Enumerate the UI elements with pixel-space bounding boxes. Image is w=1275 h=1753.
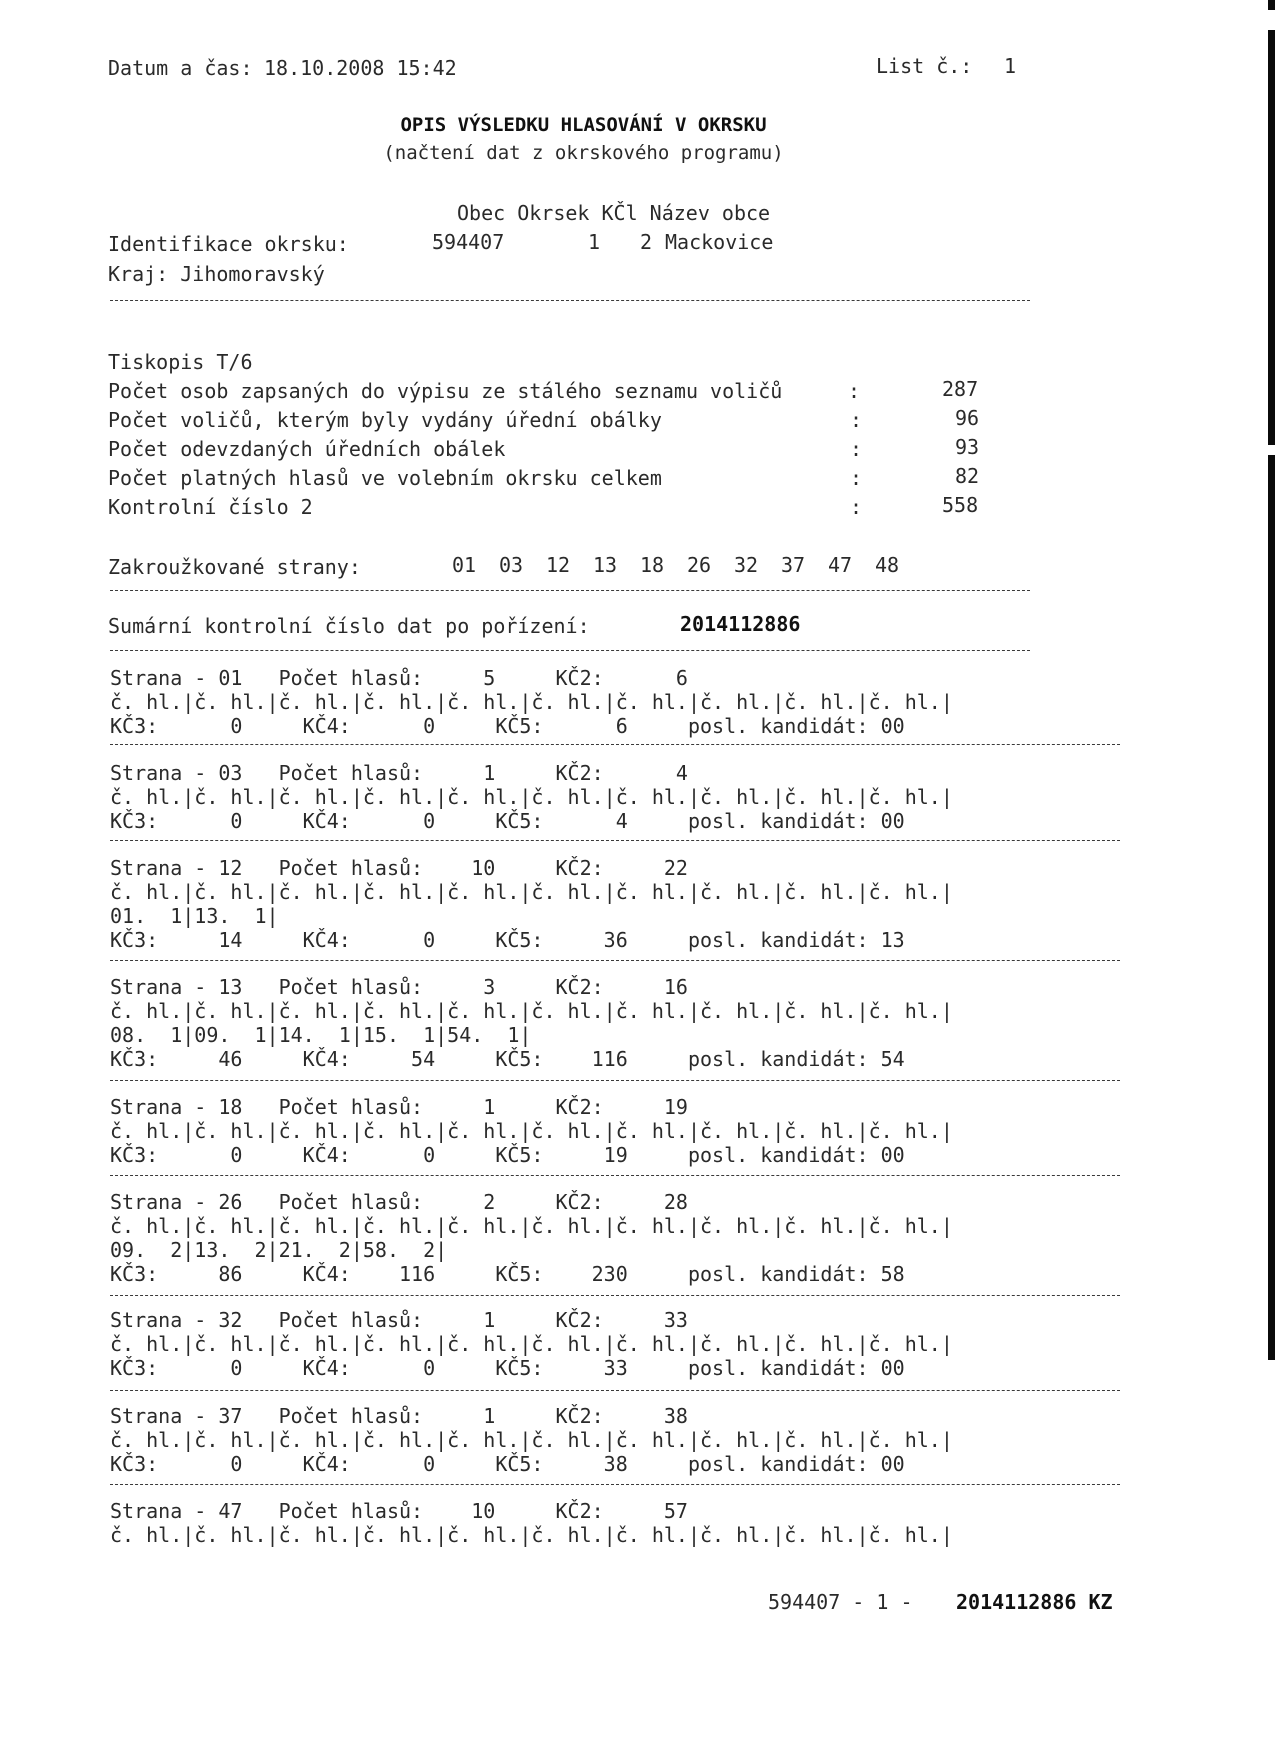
party-votes: 01. 1|13. 1| [110, 904, 279, 928]
party-header: Strana - 12 Počet hlasů: 10 KČ2: 22 [110, 856, 688, 880]
form-row-colon: : [850, 408, 863, 432]
party-block [110, 1501, 1120, 1551]
circled-party: 01 [452, 553, 477, 577]
party-checksums: KČ3: 0 KČ4: 0 KČ5: 38 posl. kandidát: 00 [110, 1452, 905, 1476]
municipality-name: Mackovice [665, 230, 774, 254]
footer-text: 594407 - 1 - [768, 1590, 913, 1614]
party-header: Strana - 13 Počet hlasů: 3 KČ2: 16 [110, 975, 688, 999]
sheet-number: 1 [1004, 54, 1017, 78]
party-columns: č. hl.|č. hl.|č. hl.|č. hl.|č. hl.|č. hl.|č. hl.|č. hl.|č. hl.|č. hl.| [110, 1119, 953, 1143]
party-columns: č. hl.|č. hl.|č. hl.|č. hl.|č. hl.|č. hl.|č. hl.|č. hl.|č. hl.|č. hl.| [110, 880, 953, 904]
okrsek-number: 1 [588, 230, 601, 254]
circled-parties-label: Zakroužkované strany: [108, 555, 361, 579]
party-checksums: KČ3: 0 KČ4: 0 KČ5: 33 posl. kandidát: 00 [110, 1356, 905, 1380]
scan-edge-mark [1268, 0, 1275, 10]
party-block [110, 977, 1120, 1095]
party-block [110, 668, 1120, 762]
circled-party: 03 [499, 553, 524, 577]
summary-label: Sumární kontrolní číslo dat po pořízení: [108, 614, 590, 638]
kcl-number: 2 [640, 230, 653, 254]
footer-code: 2014112886 KZ [956, 1590, 1113, 1614]
form-row-value: 93 [955, 435, 980, 459]
separator [110, 960, 1120, 961]
party-header: Strana - 01 Počet hlasů: 5 KČ2: 6 [110, 666, 688, 690]
separator [110, 1484, 1120, 1485]
separator [110, 840, 1120, 841]
form-row-value: 96 [955, 406, 980, 430]
party-checksums: KČ3: 0 KČ4: 0 KČ5: 19 posl. kandidát: 00 [110, 1143, 905, 1167]
party-block [110, 1406, 1120, 1500]
form-row-label: Počet osob zapsaných do výpisu ze stálého seznamu voličů [108, 379, 783, 403]
form-row-colon: : [848, 379, 861, 403]
party-checksums: KČ3: 0 KČ4: 0 KČ5: 6 posl. kandidát: 00 [110, 714, 905, 738]
party-header: Strana - 32 Počet hlasů: 1 KČ2: 33 [110, 1308, 688, 1332]
summary-value: 2014112886 [680, 612, 801, 636]
form-row-colon: : [850, 495, 863, 519]
circled-party: 37 [781, 553, 806, 577]
circled-party: 32 [734, 553, 759, 577]
circled-party: 13 [593, 553, 618, 577]
party-header: Strana - 18 Počet hlasů: 1 KČ2: 19 [110, 1095, 688, 1119]
separator [110, 1390, 1120, 1391]
separator [110, 1080, 1120, 1081]
identification-label: Identifikace okrsku: [108, 232, 349, 256]
circled-party: 48 [875, 553, 900, 577]
party-block [110, 858, 1120, 976]
party-block [110, 1097, 1120, 1191]
document-subtitle: (načtení dat z okrskového programu) [383, 142, 784, 164]
form-row-label: Kontrolní číslo 2 [108, 495, 313, 519]
party-columns: č. hl.|č. hl.|č. hl.|č. hl.|č. hl.|č. hl.|č. hl.|č. hl.|č. hl.|č. hl.| [110, 999, 953, 1023]
region: Kraj: Jihomoravský [108, 262, 325, 286]
party-votes: 09. 2|13. 2|21. 2|58. 2| [110, 1238, 448, 1262]
party-checksums: KČ3: 46 KČ4: 54 KČ5: 116 posl. kandidát: 54 [110, 1047, 905, 1071]
scan-edge-mark [1268, 455, 1275, 1360]
form-row-value: 558 [942, 493, 979, 517]
party-votes: 08. 1|09. 1|14. 1|15. 1|54. 1| [110, 1023, 532, 1047]
party-checksums: KČ3: 0 KČ4: 0 KČ5: 4 posl. kandidát: 00 [110, 809, 905, 833]
separator [110, 590, 1030, 591]
datetime-value: 18.10.2008 15:42 [264, 56, 457, 80]
party-header: Strana - 26 Počet hlasů: 2 KČ2: 28 [110, 1190, 688, 1214]
obec-code: 594407 [432, 230, 505, 254]
scan-edge-mark [1268, 30, 1275, 445]
separator [110, 1175, 1120, 1176]
party-columns: č. hl.|č. hl.|č. hl.|č. hl.|č. hl.|č. hl.|č. hl.|č. hl.|č. hl.|č. hl.| [110, 785, 953, 809]
party-block [110, 1192, 1120, 1310]
separator [110, 300, 1030, 301]
party-header: Strana - 03 Počet hlasů: 1 KČ2: 4 [110, 761, 688, 785]
party-columns: č. hl.|č. hl.|č. hl.|č. hl.|č. hl.|č. hl.|č. hl.|č. hl.|č. hl.|č. hl.| [110, 1214, 953, 1238]
form-row-colon: : [850, 466, 863, 490]
circled-party: 47 [828, 553, 853, 577]
form-row-label: Počet platných hlasů ve volebním okrsku celkem [108, 466, 662, 490]
party-block [110, 763, 1120, 857]
circled-party: 26 [687, 553, 712, 577]
party-checksums: KČ3: 14 KČ4: 0 KČ5: 36 posl. kandidát: 13 [110, 928, 905, 952]
form-row-label: Počet voličů, kterým byly vydány úřední obálky [108, 408, 662, 432]
separator [110, 650, 1030, 651]
form-name: Tiskopis T/6 [108, 350, 253, 374]
sheet-label: List č.: [876, 54, 973, 78]
party-checksums: KČ3: 86 KČ4: 116 KČ5: 230 posl. kandidát: 58 [110, 1262, 905, 1286]
form-row-value: 287 [942, 377, 979, 401]
form-row-label: Počet odevzdaných úředních obálek [108, 437, 506, 461]
form-row-colon: : [850, 437, 863, 461]
party-columns: č. hl.|č. hl.|č. hl.|č. hl.|č. hl.|č. hl.|č. hl.|č. hl.|č. hl.|č. hl.| [110, 1428, 953, 1452]
party-columns: č. hl.|č. hl.|č. hl.|č. hl.|č. hl.|č. hl.|č. hl.|č. hl.|č. hl.|č. hl.| [110, 690, 953, 714]
circled-party: 18 [640, 553, 665, 577]
party-columns: č. hl.|č. hl.|č. hl.|č. hl.|č. hl.|č. hl.|č. hl.|č. hl.|č. hl.|č. hl.| [110, 1332, 953, 1356]
circled-party: 12 [546, 553, 571, 577]
party-columns: č. hl.|č. hl.|č. hl.|č. hl.|č. hl.|č. hl.|č. hl.|č. hl.|č. hl.|č. hl.| [110, 1523, 953, 1547]
separator [110, 1295, 1120, 1296]
party-header: Strana - 47 Počet hlasů: 10 KČ2: 57 [110, 1499, 688, 1523]
party-header: Strana - 37 Počet hlasů: 1 KČ2: 38 [110, 1404, 688, 1428]
form-row-value: 82 [955, 464, 980, 488]
document-title: OPIS VÝSLEDKU HLASOVÁNÍ V OKRSKU [400, 114, 767, 136]
datetime-label: Datum a čas: [108, 56, 253, 80]
separator [110, 744, 1120, 745]
identification-columns-header: Obec Okrsek KČl Název obce [457, 201, 771, 225]
